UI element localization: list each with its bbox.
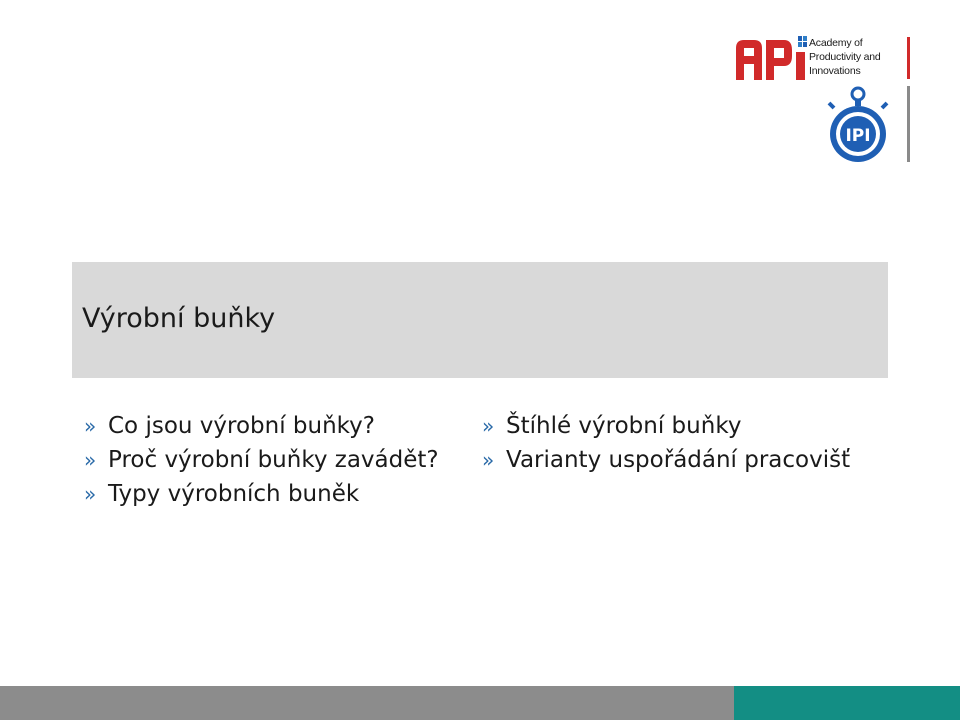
bullet-list-right [482, 413, 850, 481]
bullet-item [482, 413, 850, 447]
bullet-text: Co jsou výrobní buňky? [108, 413, 375, 439]
bullet-marker: » [482, 448, 495, 472]
api-logo-text [809, 36, 909, 78]
bullet-text: Varianty uspořádání pracovišť [506, 447, 851, 473]
api-logo-line: Academy of [809, 37, 863, 49]
api-logo-line: Productivity and [809, 51, 881, 63]
bullet-text: Štíhlé výrobní buňky [506, 413, 742, 439]
ipi-logo-text: IPI [845, 126, 871, 146]
slide-title: Výrobní buňky [82, 303, 276, 334]
bullet-item [84, 447, 439, 481]
bullet-marker: » [84, 414, 97, 438]
bullet-text: Proč výrobní buňky zavádět? [108, 447, 439, 473]
api-logo-squares [798, 36, 808, 48]
ipi-stopwatch-logo [826, 84, 890, 164]
bullet-item [84, 413, 439, 447]
footer-stripe-grey [0, 686, 734, 720]
title-band [72, 262, 888, 378]
bullet-marker: » [84, 482, 97, 506]
footer-stripe-teal [734, 686, 960, 720]
logo-divider-red [907, 37, 910, 79]
bullet-marker: » [482, 414, 495, 438]
bullet-marker: » [84, 448, 97, 472]
bullet-list-left [84, 413, 439, 515]
api-logo-line: Innovations [809, 65, 861, 77]
bullet-text: Typy výrobních buněk [108, 481, 360, 507]
api-logo [734, 36, 902, 82]
bullet-item [84, 481, 439, 515]
bullet-item [482, 447, 850, 481]
logo-divider-grey [907, 86, 910, 162]
